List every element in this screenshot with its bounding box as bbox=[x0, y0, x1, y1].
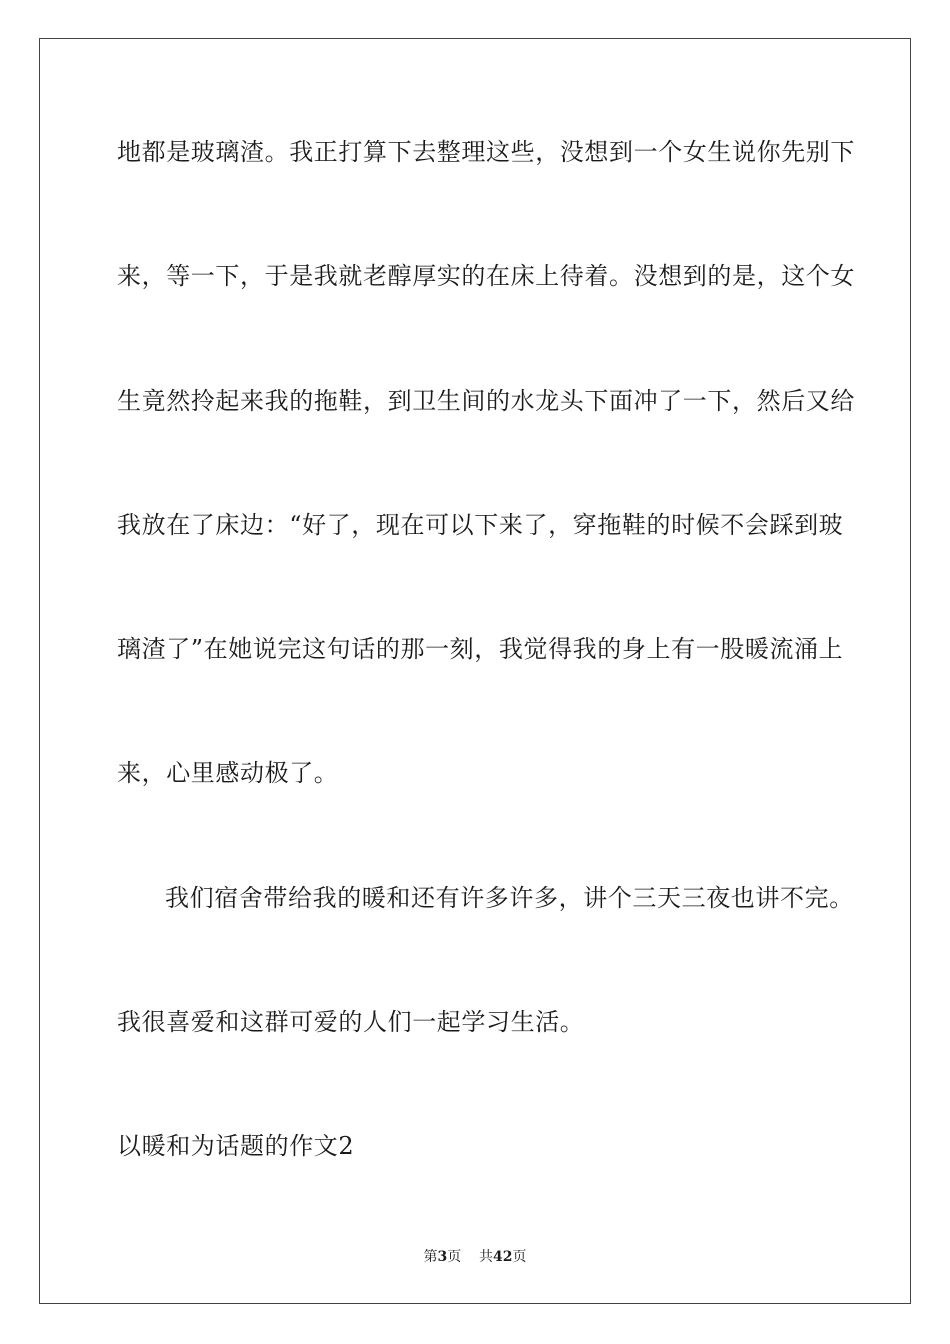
page-footer bbox=[0, 1248, 950, 1266]
paragraph-line-2: 我很喜爱和这群可爱的人们一起学习生活。 bbox=[117, 1008, 585, 1036]
footer-total-pages: 42 bbox=[493, 1249, 513, 1265]
body-line-2: 来，等一下，于是我就老醇厚实的在床上待着。没想到的是，这个女 bbox=[117, 262, 855, 290]
body-line-6: 来，心里感动极了。 bbox=[117, 759, 339, 787]
page-frame bbox=[39, 38, 911, 1304]
body-line-1: 地都是玻璃渣。我正打算下去整理这些，没想到一个女生说你先别下 bbox=[117, 138, 855, 166]
body-line-4: 我放在了床边：“好了，现在可以下来了，穿拖鞋的时候不会踩到玻 bbox=[117, 511, 844, 539]
footer-page-suffix: 页 bbox=[447, 1249, 462, 1265]
body-line-3: 生竟然拎起来我的拖鞋，到卫生间的水龙头下面冲了一下，然后又给 bbox=[117, 387, 855, 415]
body-line-5: 璃渣了”在她说完这句话的那一刻，我觉得我的身上有一股暖流涌上 bbox=[117, 635, 844, 663]
footer-total-prefix: 共 bbox=[479, 1249, 494, 1265]
section-heading: 以暖和为话题的作文2 bbox=[117, 1132, 355, 1160]
paragraph-line-1: 我们宿舍带给我的暖和还有许多许多，讲个三天三夜也讲不完。 bbox=[165, 884, 854, 912]
footer-total-suffix: 页 bbox=[512, 1249, 527, 1265]
footer-page-prefix: 第 bbox=[423, 1249, 438, 1265]
footer-page-number: 3 bbox=[437, 1249, 448, 1265]
